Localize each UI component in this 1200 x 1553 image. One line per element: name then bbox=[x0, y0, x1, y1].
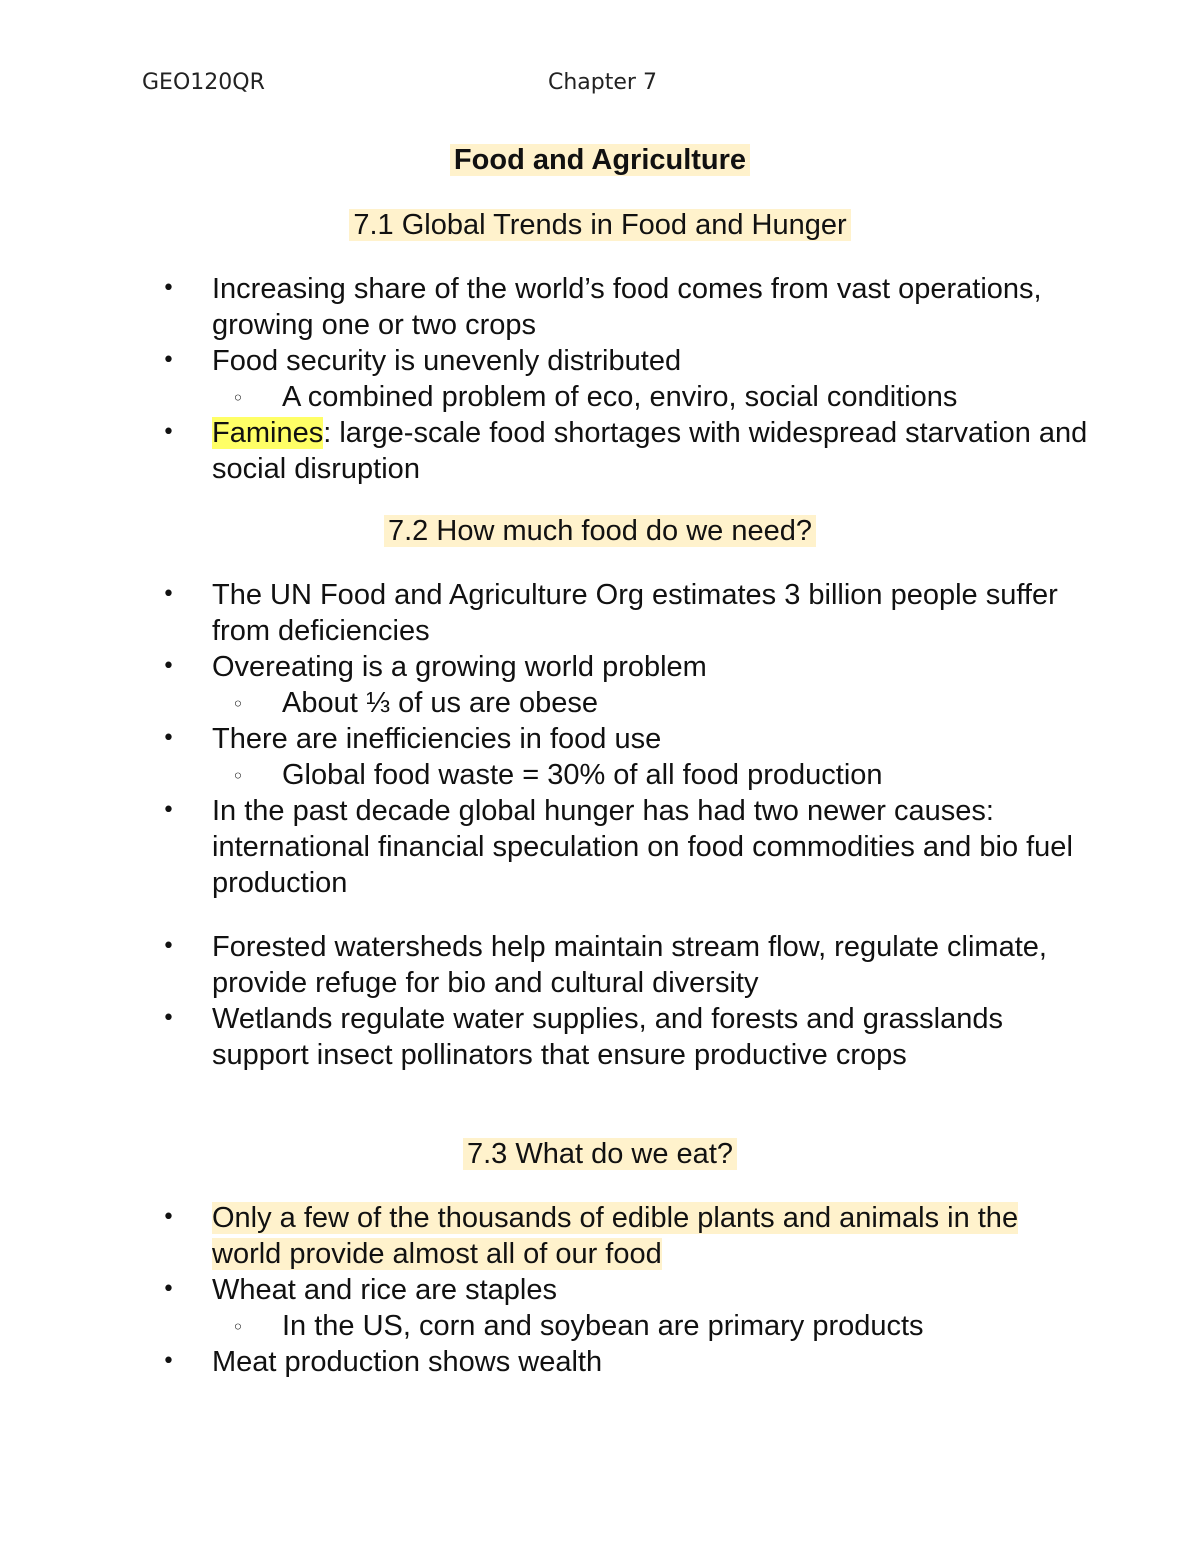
list-item: • Food security is unevenly distributed bbox=[0, 343, 1092, 379]
list-item: • Increasing share of the world’s food comes from vast operations, growing one or two crops bbox=[0, 271, 1092, 343]
section-7-2-heading bbox=[0, 513, 1200, 549]
famines-term: Famines bbox=[212, 417, 324, 449]
header-course-code: GEO120QR bbox=[142, 70, 265, 95]
section-7-2-heading-text: 7.2 How much food do we need? bbox=[384, 515, 816, 547]
famines-definition: : large-scale food shortages with widespread starvation and social disruption bbox=[212, 417, 1088, 485]
section-7-1-heading bbox=[0, 207, 1200, 243]
list-item: • Wheat and rice are staples bbox=[0, 1272, 1092, 1308]
sub-list-item: ◦ In the US, corn and soybean are primary products bbox=[0, 1308, 1162, 1344]
list-item: • Overeating is a growing world problem bbox=[0, 649, 1092, 685]
highlighted-text: Only a few of the thousands of edible plants and animals in the world provide almost all of our food bbox=[212, 1202, 1019, 1270]
list-item-highlighted bbox=[0, 1200, 1092, 1272]
list-item: • Wetlands regulate water supplies, and forests and grasslands support insect pollinators that ensure productive crops bbox=[0, 1001, 1092, 1073]
section-7-3-heading bbox=[0, 1136, 1200, 1172]
list-item: • There are inefficiencies in food use bbox=[0, 721, 1092, 757]
document-title-text: Food and Agriculture bbox=[450, 144, 750, 176]
sub-list-item: ◦ Global food waste = 30% of all food production bbox=[0, 757, 1162, 793]
section-7-2-list bbox=[0, 577, 1200, 901]
list-item: • The UN Food and Agriculture Org estimates 3 billion people suffer from deficiencies bbox=[0, 577, 1092, 649]
list-item: • Forested watersheds help maintain stream flow, regulate climate, provide refuge for bio and cultural diversity bbox=[0, 929, 1092, 1001]
section-7-3-heading-text: 7.3 What do we eat? bbox=[463, 1138, 737, 1170]
list-item: • In the past decade global hunger has had two newer causes: international financial speculation on food commodities and bio fuel production bbox=[0, 793, 1092, 901]
sub-list-item: ◦ A combined problem of eco, enviro, social conditions bbox=[0, 379, 1162, 415]
list-item: • Meat production shows wealth bbox=[0, 1344, 1092, 1380]
list-item-famines bbox=[0, 415, 1092, 487]
section-7-2-extra-list bbox=[0, 929, 1200, 1073]
section-7-1-list bbox=[0, 271, 1200, 487]
sub-list-item: ◦ About ⅓ of us are obese bbox=[0, 685, 1162, 721]
document-title bbox=[0, 142, 1200, 178]
section-7-1-heading-text: 7.1 Global Trends in Food and Hunger bbox=[349, 209, 850, 241]
header-chapter: Chapter 7 bbox=[548, 70, 657, 95]
section-7-3-list bbox=[0, 1200, 1200, 1380]
